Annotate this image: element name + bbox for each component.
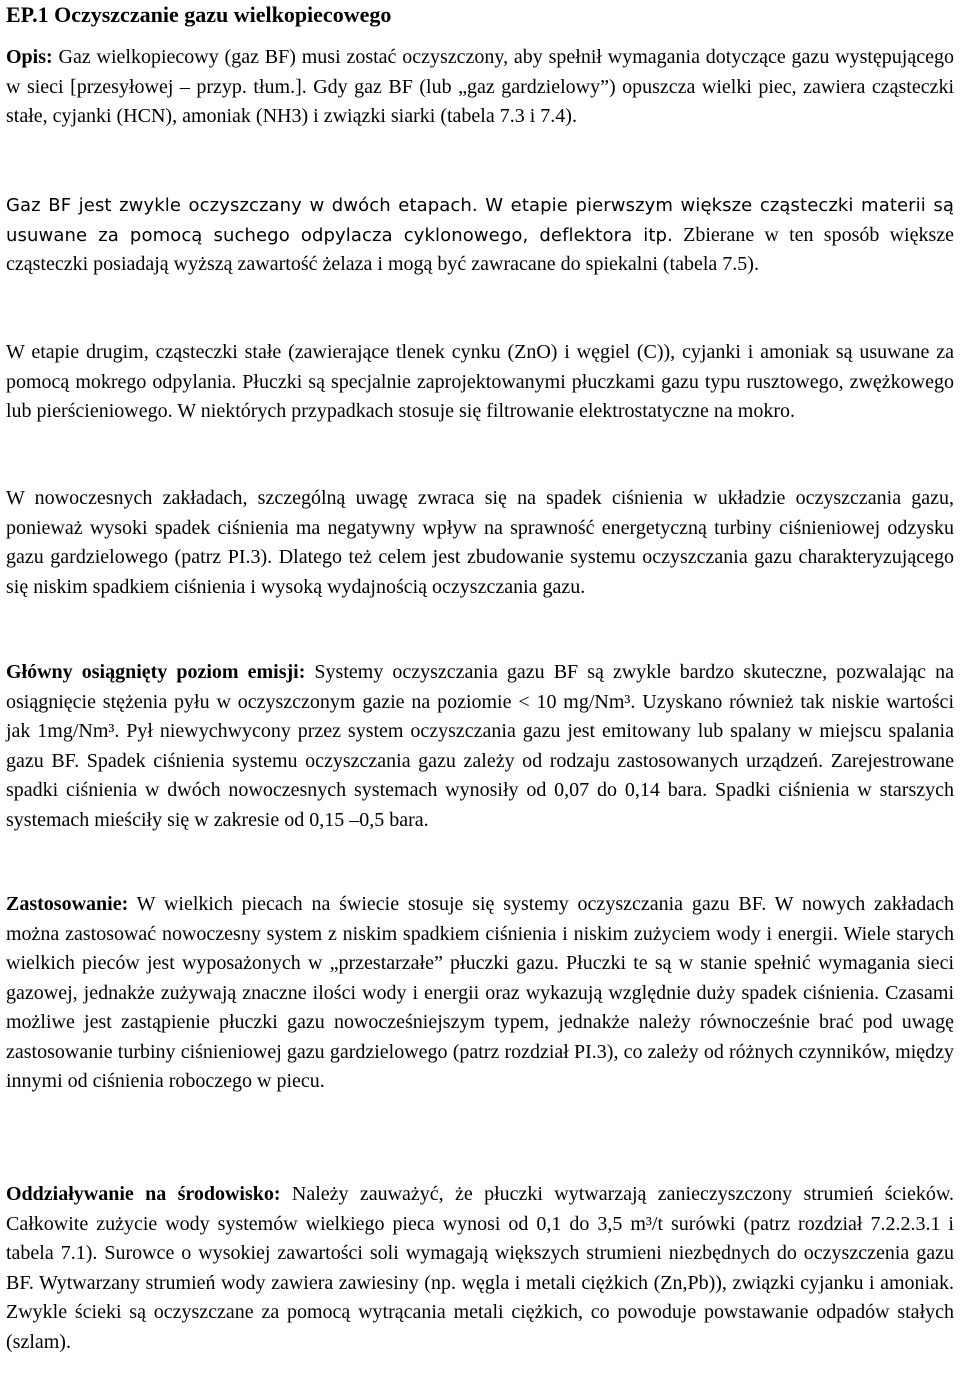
- emission-label: Główny osiągnięty poziom emisji:: [6, 661, 306, 683]
- application-label: Zastosowanie:: [6, 893, 129, 915]
- opis-paragraph: [6, 43, 954, 132]
- modern-plants-paragraph: W nowoczesnych zakładach, szczególną uwagę zwraca się na spadek ciśnienia w układzie oczyszczania gazu, ponieważ wysoki spadek ciśnienia ma negatywny wpływ na sprawność energetyczną turbiny ciśnieniowej odzysku gazu gardzielowego (patrz PI.3). Dlatego też celem jest zbudowanie systemu oczyszczania gazu charakteryzującego się niskim spadkiem ciśnienia i wysoką wydajnością oczyszczania gazu.: [6, 487, 954, 598]
- second-stage-paragraph: W etapie drugim, cząsteczki stałe (zawierające tlenek cynku (ZnO) i węgiel (C)), cyjanki i amoniak są usuwane za pomocą mokrego odpylania. Płuczki są specjalnie zaprojektowanymi płuczkami gazu typu rusztowego, zwężkowego lub pierścieniowego. W niektórych przypadkach stosuje się filtrowanie elektrostatyczne na mokro.: [6, 341, 954, 422]
- opis-label: Opis:: [6, 46, 53, 68]
- environment-label: Oddziaływanie na środowisko:: [6, 1183, 281, 1205]
- two-stages-serif-text: Zbierane w ten sposób większe cząsteczki posiadają wyższą zawartość żelaza i mogą być zawracane do spiekalni (tabela 7.5).: [6, 223, 955, 275]
- two-stages-sans-text: Gaz BF jest zwykle oczyszczany w dwóch etapach. W etapie pierwszym większe cząsteczki materii są usuwane za pomocą suchego odpylacza cyklonowego, deflektora itp.: [6, 195, 954, 246]
- opis-text: Gaz wielkopiecowy (gaz BF) musi zostać oczyszczony, aby spełnił wymagania dotyczące gazu występującego w sieci [przesyłowej – przyp. tłum.]. Gdy gaz BF (lub „gaz gardzielowy”) opuszcza wielki piec, zawiera cząsteczki stałe, cyjanki (HCN), amoniak (NH3) i związki siarki (tabela 7.3 i 7.4).: [6, 46, 954, 127]
- section-title: EP.1 Oczyszczanie gazu wielkopiecowego: [6, 2, 392, 27]
- two-stages-paragraph: [6, 191, 954, 280]
- application-paragraph: [6, 890, 954, 1097]
- emission-text: Systemy oczyszczania gazu BF są zwykle bardzo skuteczne, pozwalając na osiągnięcie stężenia pyłu w oczyszczonym gazie na poziomie < 10 mg/Nm³. Uzyskano również tak niskie wartości jak 1mg/Nm³. Pył niewychwycony przez system oczyszczania gazu jest emitowany lub spalany w miejscu spalania gazu BF. Spadek ciśnienia systemu oczyszczania gazu zależy od rodzaju zastosowanych urządzeń. Zarejestrowane spadki ciśnienia w dwóch nowoczesnych systemach wynosiły od 0,07 do 0,14 bara. Spadki ciśnienia w starszych systemach mieściły się w zakresie od 0,15 –0,5 bara.: [6, 661, 954, 831]
- environment-text: Należy zauważyć, że płuczki wytwarzają zanieczyszczony strumień ścieków. Całkowite zużycie wody systemów wielkiego pieca wynosi od 0,1 do 3,5 m³/t surówki (patrz rozdział 7.2.2.3.1 i tabela 7.1). Surowce o wysokiej zawartości soli wymagają większych strumieni niezbędnych do oczyszczenia gazu BF. Wytwarzany strumień wody zawiera zawiesiny (np. węgla i metali ciężkich (Zn,Pb)), związki cyjanku i amoniak. Zwykle ścieki są oczyszczane za pomocą wytrącania metali ciężkich, co powoduje powstawanie odpadów stałych (szlam).: [6, 1183, 954, 1353]
- application-text: W wielkich piecach na świecie stosuje się systemy oczyszczania gazu BF. W nowych zakładach można zastosować nowoczesny system z niskim spadkiem ciśnienia i niskim zużyciem wody i energii. Wiele starych wielkich pieców jest wyposażonych w „przestarzałe” płuczki gazu. Płuczki te są w stanie spełnić wymagania sieci gazowej, jednakże zużywają znaczne ilości wody i energii oraz wykazują względnie duży spadek ciśnienia. Czasami możliwe jest zastąpienie płuczki gazu nowocześniejszym typem, jednakże należy równocześnie brać pod uwagę zastosowanie turbiny ciśnieniowej gazu gardzielowego (patrz rozdział PI.3), co zależy od różnych czynników, między innymi od ciśnienia roboczego w piecu.: [6, 893, 954, 1092]
- environment-paragraph: [6, 1180, 954, 1357]
- emission-paragraph: [6, 658, 954, 835]
